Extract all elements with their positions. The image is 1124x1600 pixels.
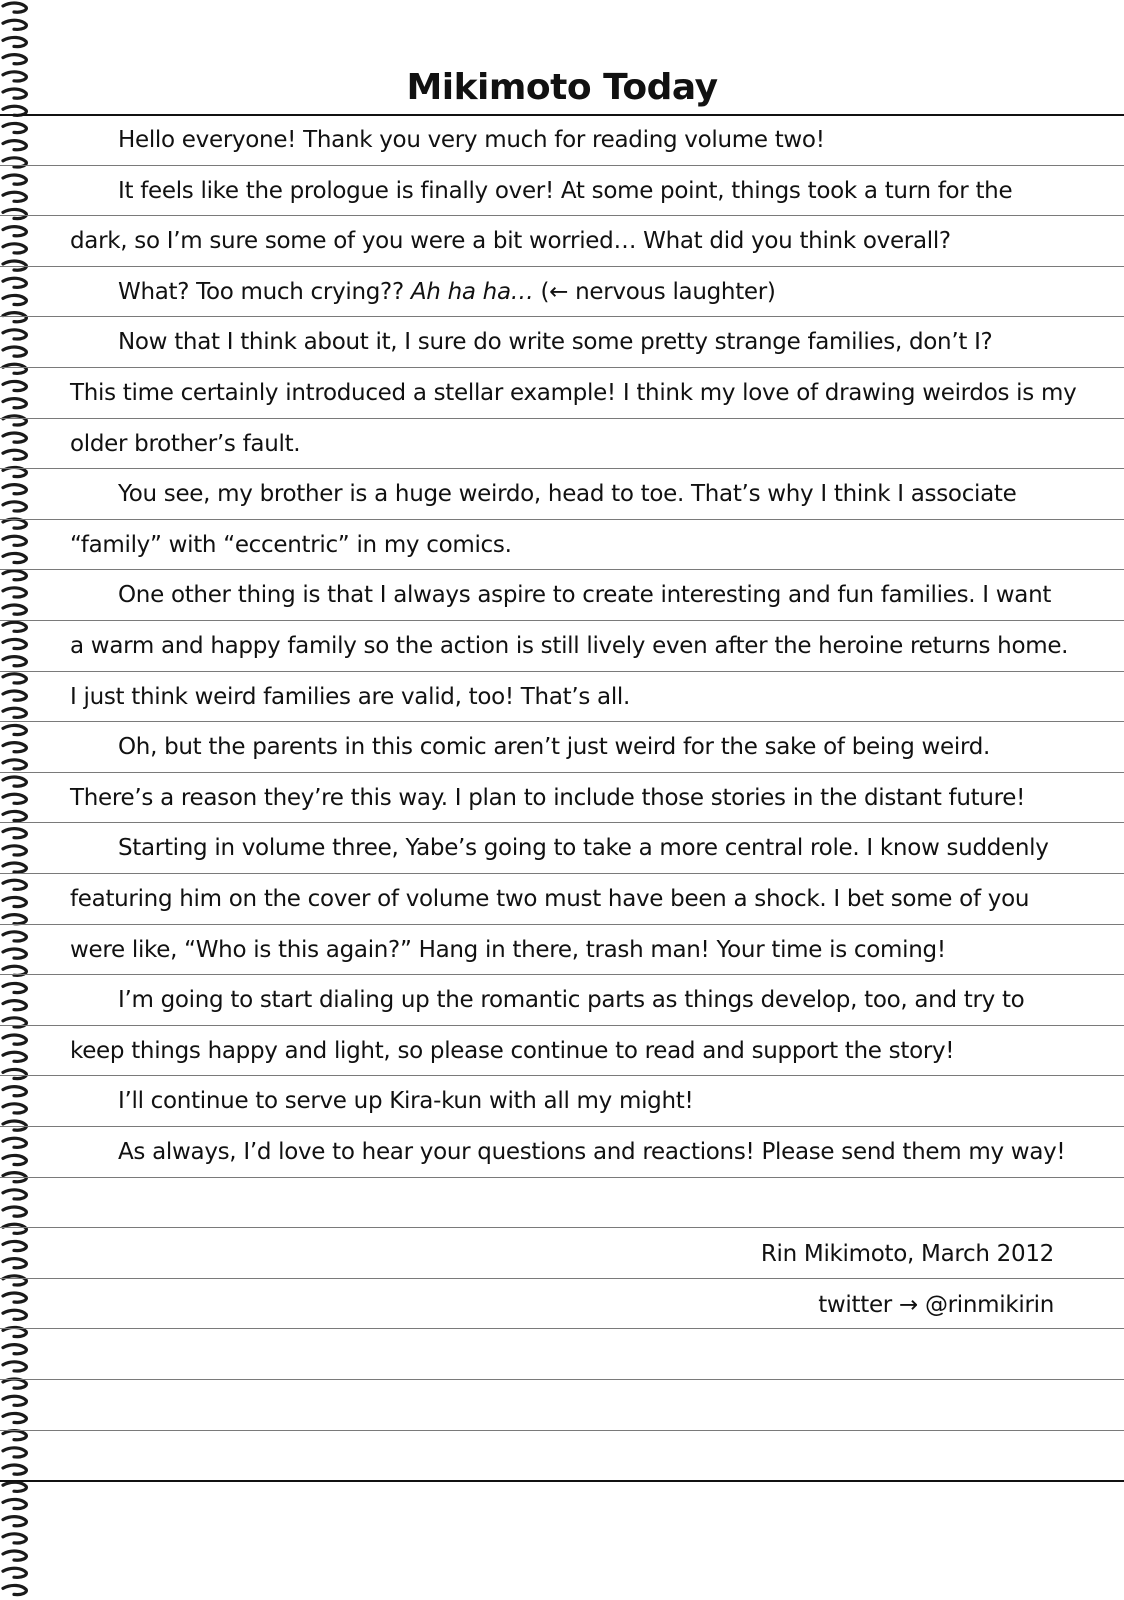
spiral-coil xyxy=(3,622,26,631)
spiral-coil xyxy=(3,399,26,408)
text-line: As always, I’d love to hear your questions and reactions! Please send them my way! xyxy=(118,1139,1066,1165)
spiral-coil xyxy=(3,657,26,666)
spiral-coil xyxy=(3,1087,26,1096)
spiral-coil xyxy=(3,794,26,803)
spiral-coil xyxy=(3,1499,26,1508)
spiral-coil xyxy=(3,1259,26,1268)
spiral-coil xyxy=(3,949,26,958)
spiral-coil xyxy=(3,175,26,184)
spiral-coil xyxy=(3,691,26,700)
spiral-coil xyxy=(3,1568,26,1577)
spiral-coil xyxy=(3,1035,26,1044)
text-line: dark, so I’m sure some of you were a bit worried… What did you think overall? xyxy=(70,228,951,254)
spiral-coil xyxy=(3,20,26,29)
spiral-coil xyxy=(3,1551,26,1560)
spiral-coil xyxy=(3,605,26,614)
spiral-coil xyxy=(3,1379,26,1388)
spiral-coil xyxy=(3,553,26,562)
text-line: I’ll continue to serve up Kira-kun with all my might! xyxy=(118,1088,694,1114)
spiral-coil xyxy=(3,1190,26,1199)
spiral-coil xyxy=(3,3,26,12)
text-line: featuring him on the cover of volume two must have been a shock. I bet some of you xyxy=(70,886,1030,912)
spiral-coil xyxy=(3,1396,26,1405)
spiral-coil xyxy=(3,1293,26,1302)
spiral-coil xyxy=(3,519,26,528)
spiral-coil xyxy=(3,760,26,769)
spiral-coil xyxy=(3,227,26,236)
page-title: Mikimoto Today xyxy=(406,67,718,108)
spiral-coil xyxy=(3,141,26,150)
spiral-coil xyxy=(3,244,26,253)
spiral-coil xyxy=(3,502,26,511)
spiral-coil xyxy=(3,1138,26,1147)
spiral-coil xyxy=(3,1585,26,1594)
text-line: It feels like the prologue is finally over! At some point, things took a turn for the xyxy=(118,178,1013,204)
spiral-coil xyxy=(3,1224,26,1233)
twitter-handle: twitter → @rinmikirin xyxy=(818,1292,1054,1318)
spiral-coil xyxy=(3,1448,26,1457)
spiral-coil xyxy=(3,1069,26,1078)
text-line: This time certainly introduced a stellar example! I think my love of drawing weirdos is my xyxy=(70,380,1077,406)
spiral-coil xyxy=(3,364,26,373)
spiral-coil xyxy=(3,897,26,906)
spiral-coil xyxy=(3,485,26,494)
spiral-coil xyxy=(3,433,26,442)
text-line: What? Too much crying?? Ah ha ha… (← nervous laughter) xyxy=(118,279,776,305)
spiral-coil xyxy=(3,863,26,872)
text-line: older brother’s fault. xyxy=(70,431,301,457)
spiral-coil xyxy=(3,708,26,717)
spiral-coil xyxy=(3,1345,26,1354)
signature: Rin Mikimoto, March 2012 xyxy=(760,1241,1054,1267)
text-line: keep things happy and light, so please continue to read and support the story! xyxy=(70,1038,955,1064)
ruled-line xyxy=(0,1379,1124,1380)
ruled-line xyxy=(0,1430,1124,1431)
spiral-coil xyxy=(3,829,26,838)
spiral-coil xyxy=(3,37,26,46)
spiral-coil xyxy=(3,674,26,683)
spiral-coil xyxy=(3,313,26,322)
spiral-coil xyxy=(3,450,26,459)
spiral-coil xyxy=(3,1534,26,1543)
text-line: Starting in volume three, Yabe’s going to take a more central role. I know suddenly xyxy=(118,835,1049,861)
text-line: One other thing is that I always aspire to create interesting and fun families. I want xyxy=(118,582,1052,608)
spiral-coil xyxy=(3,1241,26,1250)
spiral-coil xyxy=(3,571,26,580)
spiral-coil xyxy=(3,639,26,648)
spiral-coil xyxy=(3,278,26,287)
spiral-coil xyxy=(3,330,26,339)
spiral-coil xyxy=(3,381,26,390)
text-line: You see, my brother is a huge weirdo, head to toe. That’s why I think I associate xyxy=(118,481,1017,507)
spiral-coil xyxy=(3,1362,26,1371)
spiral-coil xyxy=(3,1052,26,1061)
ruled-line xyxy=(0,1480,1124,1482)
spiral-coil xyxy=(3,192,26,201)
spiral-coil xyxy=(3,725,26,734)
text-line: “family” with “eccentric” in my comics. xyxy=(70,532,512,558)
spiral-coil xyxy=(3,1104,26,1113)
text-line: a warm and happy family so the action is still lively even after the heroine returns home. xyxy=(70,633,1069,659)
spiral-coil xyxy=(3,932,26,941)
spiral-coil xyxy=(3,880,26,889)
spiral-coil xyxy=(3,1482,26,1491)
spiral-coil xyxy=(3,1207,26,1216)
text-line: Hello everyone! Thank you very much for reading volume two! xyxy=(118,127,825,153)
spiral-coil xyxy=(3,1465,26,1474)
spiral-coil xyxy=(3,743,26,752)
spiral-coil xyxy=(3,123,26,132)
spiral-coil xyxy=(3,1413,26,1422)
text-line: There’s a reason they’re this way. I plan to include those stories in the distant future! xyxy=(70,785,1026,811)
spiral-coil xyxy=(3,1310,26,1319)
spiral-coil xyxy=(3,347,26,356)
spiral-coil xyxy=(3,846,26,855)
spiral-coil xyxy=(3,588,26,597)
spiral-coil xyxy=(3,1517,26,1526)
spiral-coil xyxy=(3,983,26,992)
spiral-coil xyxy=(3,536,26,545)
spiral-coil xyxy=(3,1001,26,1010)
text-line: Now that I think about it, I sure do write some pretty strange families, don’t I? xyxy=(118,329,993,355)
text-line: I’m going to start dialing up the romantic parts as things develop, too, and try to xyxy=(118,987,1025,1013)
spiral-coil xyxy=(3,777,26,786)
spiral-coil xyxy=(3,915,26,924)
spiral-coil xyxy=(3,295,26,304)
spiral-coil xyxy=(3,811,26,820)
text-line: I just think weird families are valid, too! That’s all. xyxy=(70,684,631,710)
text-line: Oh, but the parents in this comic aren’t just weird for the sake of being weird. xyxy=(118,734,991,760)
spiral-coil xyxy=(3,1431,26,1440)
spiral-coil xyxy=(3,209,26,218)
spiral-coil xyxy=(3,1155,26,1164)
spiral-binding xyxy=(0,0,36,1600)
text-line: were like, “Who is this again?” Hang in there, trash man! Your time is coming! xyxy=(70,937,946,963)
